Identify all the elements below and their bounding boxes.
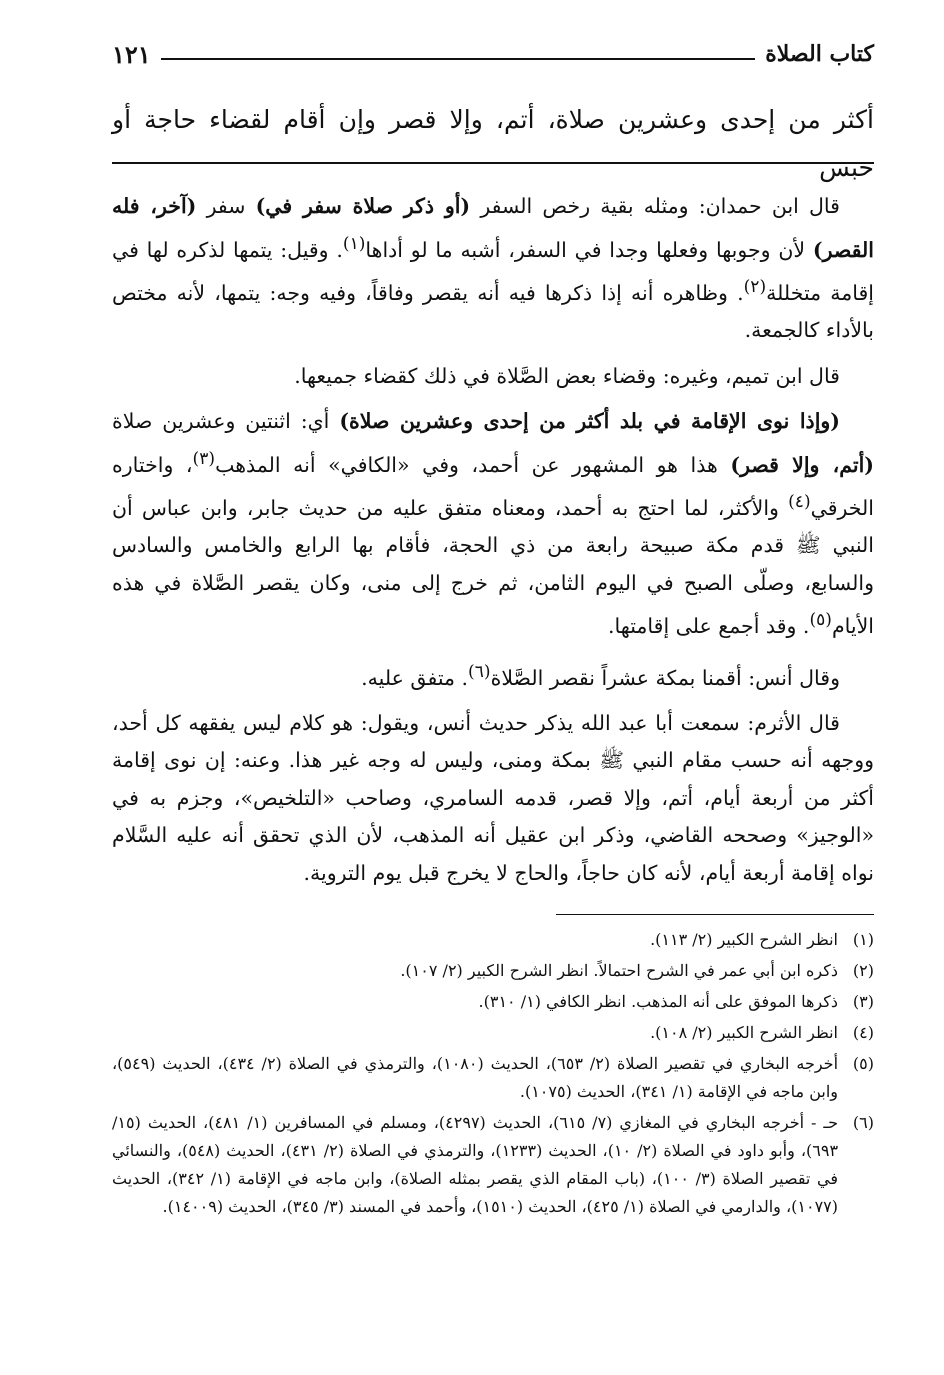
footnote-ref[interactable]: (٣)	[192, 448, 216, 469]
text-segment: والأكثر، لما احتج به أحمد، ومعناه متفق عليه من حديث جابر، وابن عباس أن النبي ﷺ قدم مكة صبيحة رابعة من ذي الحجة، فأقام بها الرابع والخامس والسادس والسابع، وصلّى الصبح في اليوم الثامن، ثم خرج إلى منى، وكان يقصر الصَّلاة في هذه الأيام	[112, 495, 874, 639]
footnote-text: ذكرها الموفق على أنه المذهب. انظر الكافي (١/ ٣١٠).	[478, 992, 838, 1011]
text-segment: . وقد أجمع على إقامتها.	[608, 614, 810, 639]
text-segment: . وظاهره أنه إذا ذكرها فيه أنه يقصر وفاقاً، وفيه وجه: يتمها، لأنه مختص بالأداء كالجمعة.	[112, 280, 874, 343]
paragraph-ibn-hamdan	[112, 188, 874, 350]
text-segment: لأن وجوبها وفعلها وجدا في السفر، أشبه ما لو أداها	[365, 237, 806, 262]
text-segment: قال ابن حمدان: ومثله بقية رخص السفر	[480, 194, 840, 218]
footnote-item	[112, 1050, 874, 1106]
footnote-ref[interactable]: (٤)	[788, 491, 811, 512]
footnote-ref[interactable]: (٢)	[743, 276, 767, 297]
footnote-number: (٢)	[852, 961, 874, 980]
footnote-text: حـ - أخرجه البخاري في المغازي (٧/ ٦١٥)، الحديث (٤٢٩٧)، ومسلم في المسافرين (١/ ٤٨١)، الحديث (١٥/ ٦٩٣)، وأبو داود في الصلاة (٢/ ١٠)، الحديث (١٢٣٣)، والترمذي في الصلاة (٢/ ٤٣١)، الحديث (٥٤٨)، والنسائي في تقصير الصلاة (٣/ ١٠٠)، (باب المقام الذي يقصر بمثله الصلاة)، وابن ماجه في الإقامة (١/ ٣٤٢)، الحديث (١٠٧٧)، والدارمي في الصلاة (١/ ٤٢٥)، الحديث (١٥١٠)، وأحمد في المسند (٣/ ٣٤٥)، الحديث (١٤٠٠٩).	[112, 1113, 839, 1216]
book-title: كتاب الصلاة	[765, 41, 874, 67]
page-number: ١٢١	[112, 39, 151, 69]
footnote-item	[112, 957, 874, 985]
text-segment: هذا هو المشهور عن أحمد، وفي «الكافي» أنه المذهب	[215, 452, 718, 477]
footnote-ref[interactable]: (١)	[342, 233, 366, 254]
footnote-text: أخرجه البخاري في تقصير الصلاة (٢/ ٦٥٣)، الحديث (١٠٨٠)، والترمذي في الصلاة (٢/ ٤٣٤)، الحديث (٥٤٩)، وابن ماجه في الإقامة (١/ ٣٤١)، الحديث (١٠٧٥).	[112, 1054, 839, 1101]
matn-quote: (وإذا نوى الإقامة في بلد أكثر من إحدى وعشرين صلاة)	[339, 409, 840, 434]
text-segment: سفر	[206, 194, 246, 218]
commentary-body	[112, 188, 874, 900]
matn-quote: (أتم، وإلا قصر)	[730, 452, 874, 477]
footnote-number: (٥)	[852, 1054, 874, 1073]
text-segment: ، واختاره الخرقي	[112, 452, 874, 520]
footnote-number: (٣)	[852, 992, 874, 1011]
footnotes-divider	[556, 914, 874, 915]
text-segment: . وقيل: يتمها لذكره لها في إقامة متخللة	[112, 237, 874, 305]
footnote-ref[interactable]: (٦)	[468, 661, 491, 682]
text-segment: أي: اثنتين وعشرين صلاة	[112, 409, 330, 434]
footnote-item	[112, 1019, 874, 1047]
footnote-text: انظر الشرح الكبير (٢/ ١١٣).	[650, 930, 838, 949]
matn-quote: (أو ذكر صلاة سفر في)	[255, 194, 471, 218]
matn-text: أكثر من إحدى وعشرين صلاة، أتم، وإلا قصر وإن أقام لقضاء حاجة أو حبس	[112, 105, 874, 182]
footnote-ref[interactable]: (٥)	[809, 610, 832, 631]
footnote-number: (١)	[852, 930, 874, 949]
page-header	[112, 36, 874, 72]
paragraph-athram: قال الأثرم: سمعت أبا عبد الله يذكر حديث أنس، ويقول: هو كلام ليس يفقهه كل أحد، ووجهه أنه حسب مقام النبي ﷺ بمكة ومنى، وليس له وجه غير هذا. وعنه: إن نوى إقامة أكثر من أربعة أيام، أتم، وإلا قصر، قدمه السامري، وصاحب «التلخيص»، وجزم به في «الوجيز» وصححه القاضي، وذكر ابن عقيل أنه المذهب، لأن الذي تحقق أنه عليه السَّلام نواه إقامة أربعة أيام، لأنه كان حاجاً، والحاج لا يخرج قبل يوم التروية.	[112, 710, 874, 885]
matn-quote: (آخر، فله القصر)	[112, 194, 874, 262]
footnote-text: ذكره ابن أبي عمر في الشرح احتمالاً. انظر الشرح الكبير (٢/ ١٠٧).	[400, 961, 838, 980]
footnote-item	[112, 1109, 874, 1221]
text-segment: . متفق عليه.	[361, 665, 469, 690]
text-segment: وقال أنس: أقمنا بمكة عشراً نقصر الصَّلاة	[490, 665, 840, 690]
paragraph-ibn-tamim: قال ابن تميم، وغيره: وقضاء بعض الصَّلاة في ذلك كقضاء جميعها.	[294, 363, 840, 388]
paragraph-iqama	[112, 403, 874, 645]
footnote-number: (٦)	[852, 1113, 874, 1132]
matn-divider	[112, 162, 874, 164]
footnote-number: (٤)	[852, 1023, 874, 1042]
header-rule	[161, 58, 756, 60]
paragraph-anas	[112, 654, 874, 697]
footnotes	[112, 926, 874, 1224]
footnote-text: انظر الشرح الكبير (٢/ ١٠٨).	[650, 1023, 838, 1042]
footnote-item	[112, 988, 874, 1016]
footnote-item	[112, 926, 874, 954]
